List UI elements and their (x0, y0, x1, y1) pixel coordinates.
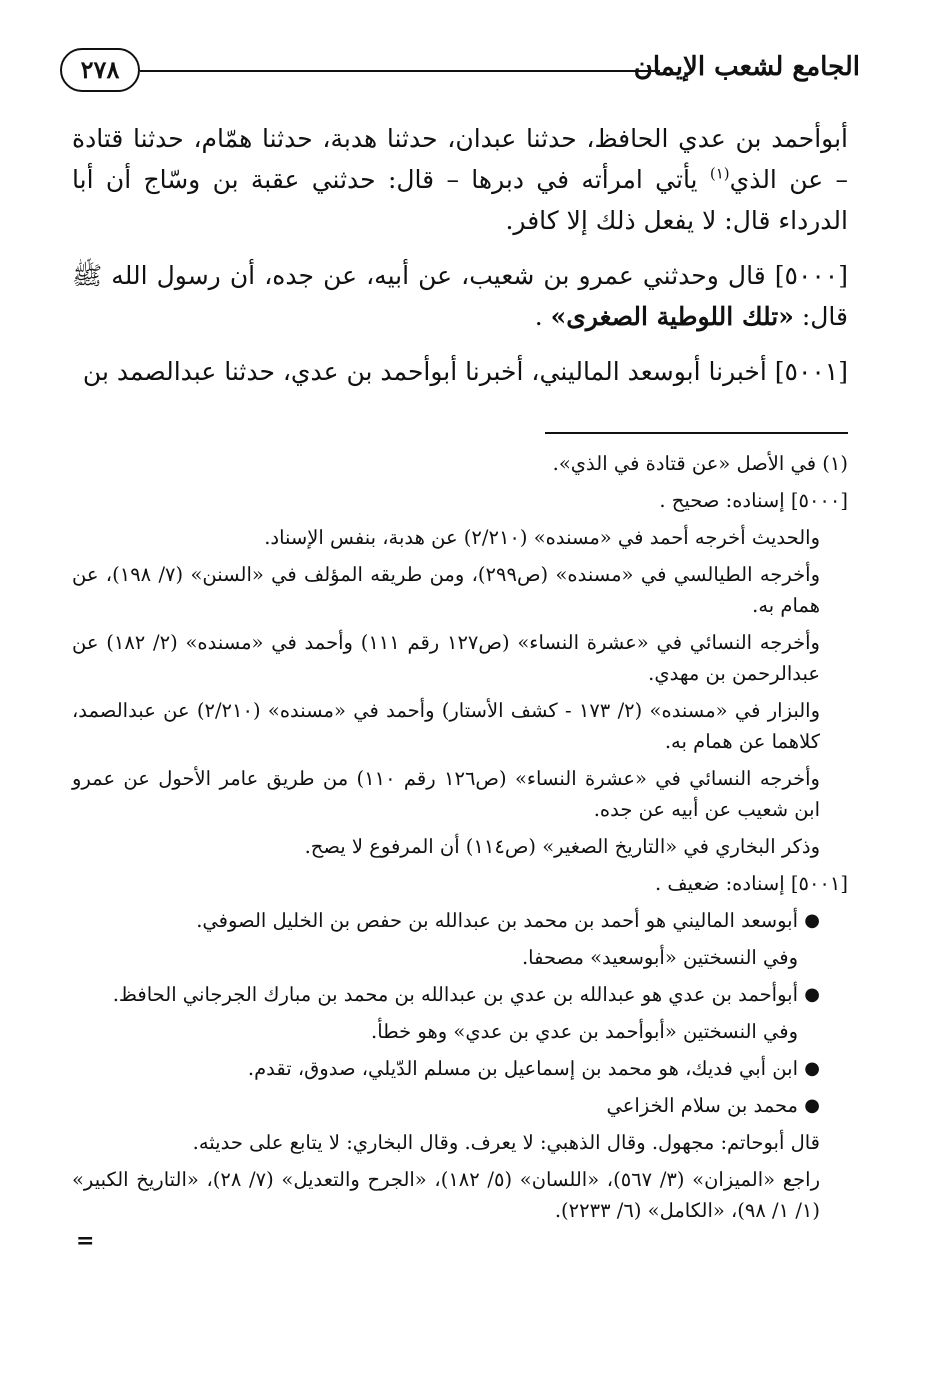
note-line: قال أبوحاتم: مجهول. وقال الذهبي: لا يعرف. وقال البخاري: لا يتابع على حديثه. (192, 1131, 820, 1154)
continuation-mark-row (72, 1226, 848, 1257)
bullet-icon: ● (804, 1095, 820, 1116)
list-item-sub: وفي النسختين «أبوأحمد بن عدي بن عدي» وهو خطأ. (371, 1020, 798, 1043)
note-line: والبزار في «مسنده» (٢/ ١٧٣ - كشف الأستار) وأحمد في «مسنده» (٢/٢١٠) عن عبدالصمد، كلاهما عن همام به. (72, 699, 820, 753)
running-title: الجامع لشعب الإيمان (633, 52, 860, 82)
narrator-list (72, 905, 848, 1121)
footnote-separator (545, 432, 848, 434)
list-item (72, 1090, 820, 1121)
note-line: وأخرجه الطيالسي في «مسنده» (ص٢٩٩)، ومن طريقه المؤلف في «السنن» (٧/ ١٩٨)، عن همام به. (72, 563, 820, 617)
paragraph-isnad (72, 118, 848, 241)
references (72, 1164, 848, 1226)
paragraph-text: أبوأحمد بن عدي الحافظ، حدثنا عبدان، حدثنا هدبة، حدثنا همّام، حدثنا قتادة – عن الذي (72, 124, 848, 194)
references-text: راجع «الميزان» (٣/ ٥٦٧)، «اللسان» (٥/ ١٨٢)، «الجرح والتعديل» (٧/ ٢٨)، «التاريخ الكبير» (١/ ١/ ٩٨)، «الكامل» (٦/ ٢٢٣٣). (72, 1168, 821, 1222)
list-item (72, 979, 820, 1010)
page-number: ٢٧٨ (60, 48, 140, 92)
footnote-reference: (١) (709, 164, 730, 183)
hadith-quote: «تلك اللوطية الصغرى» (550, 302, 794, 331)
list-item-text: أبوأحمد بن عدي هو عبدالله بن عدي بن عبدالله بن محمد بن مبارك الجرجاني الحافظ. (112, 983, 798, 1006)
bullet-icon: ● (804, 1058, 820, 1079)
bullet-icon: ● (804, 910, 820, 931)
bullet-icon: ● (804, 984, 820, 1005)
note-5000-heading: [٥٠٠٠] إسناده: صحيح . (659, 489, 848, 512)
list-item-text: ابن أبي فديك، هو محمد بن إسماعيل بن مسلم الدّيلي، صدوق، تقدم. (247, 1057, 798, 1080)
list-item-text: أبوسعد الماليني هو أحمد بن محمد بن عبدالله بن حفص بن الخليل الصوفي. (196, 909, 798, 932)
footnote-1: (١) في الأصل «عن قتادة في الذي». (552, 452, 848, 475)
note-line: وذكر البخاري في «التاريخ الصغير» (ص١١٤) أن المرفوع لا يصح. (304, 835, 820, 858)
note-line: والحديث أخرجه أحمد في «مسنده» (٢/٢١٠) عن هدبة، بنفس الإسناد. (264, 526, 820, 549)
note-5001-heading: [٥٠٠١] إسناده: ضعيف . (654, 872, 848, 895)
hadith-end: . (534, 302, 551, 331)
paragraph-text: يأتي امرأته في دبرها – قال: حدثني عقبة بن وسّاج أن أبا الدرداء قال: لا يفعل ذلك إلا كافر. (72, 165, 848, 235)
footnotes (72, 448, 848, 1263)
list-item-text: محمد بن سلام الخزاعي (606, 1094, 798, 1117)
page-header (60, 40, 860, 100)
hadith-5000 (72, 255, 848, 337)
list-item (72, 905, 820, 936)
note-line: وأخرجه النسائي في «عشرة النساء» (ص١٢٧ رقم ١١١) وأحمد في «مسنده» (٢/ ١٨٢) عن عبدالرحمن بن مهدي. (72, 631, 820, 685)
list-item-sub: وفي النسختين «أبوسعيد» مصحفا. (521, 946, 798, 969)
list-item (72, 1053, 820, 1084)
note-line: وأخرجه النسائي في «عشرة النساء» (ص١٢٦ رقم ١١٠) من طريق عامر الأحول عن عمرو ابن شعيب عن أبيه عن جده. (72, 767, 820, 821)
continuation-mark: = (76, 1228, 95, 1254)
hadith-5001: [٥٠٠١] أخبرنا أبوسعد الماليني، أخبرنا أبوأحمد بن عدي، حدثنا عبدالصمد بن (82, 357, 848, 386)
hadith-text: [٥٠٠٠] قال وحدثني عمرو بن شعيب، عن أبيه، عن جده، أن رسول الله ﷺ قال: (72, 261, 848, 331)
header-rule (140, 70, 660, 72)
main-text (72, 118, 848, 406)
